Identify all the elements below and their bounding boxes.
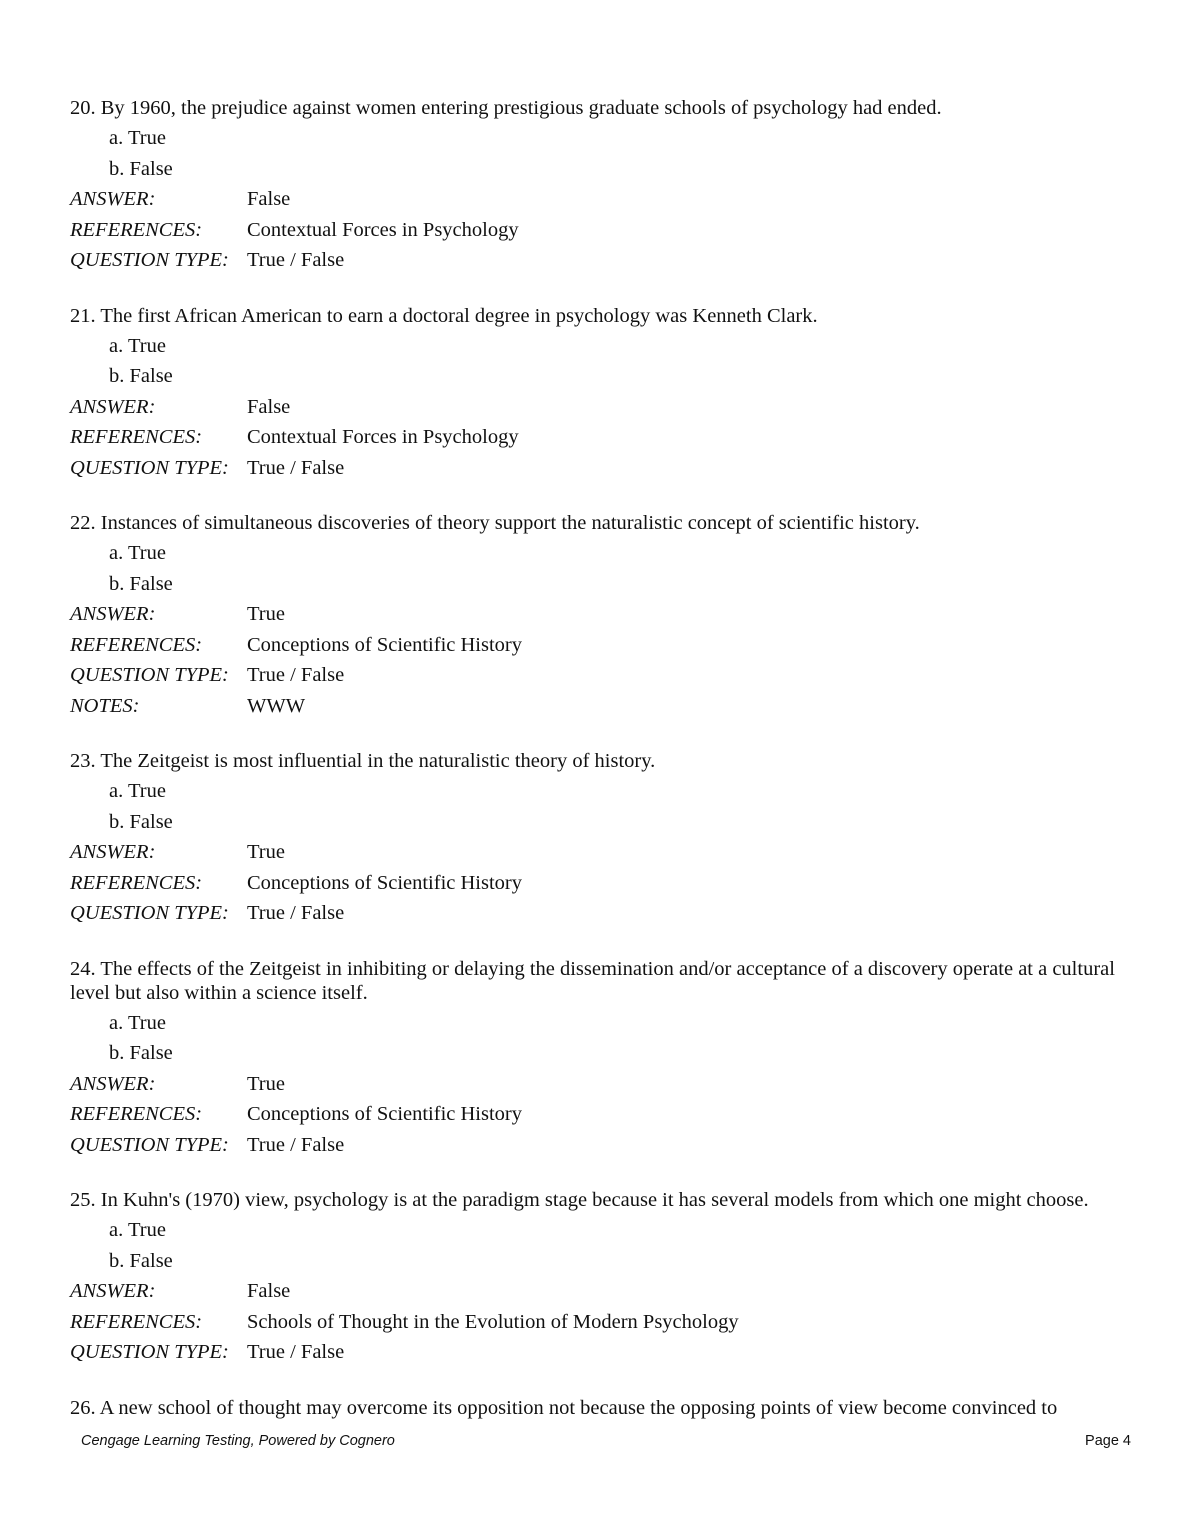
question-type-label: QUESTION TYPE: [70,902,229,924]
question-type-row [70,1130,1120,1161]
references-row [70,868,1120,899]
question-text: 21. The first African American to earn a doctoral degree in psychology was Kenneth Clark. [70,304,818,327]
answer-option: a. True [109,542,166,564]
references-label: REFERENCES: [70,871,203,894]
question-block [70,749,1120,929]
question-type-value: True / False [247,664,345,686]
references-value: Conceptions of Scientific History [247,1103,522,1125]
question-type-label: QUESTION TYPE: [70,1133,229,1156]
question-type-value: True / False [247,456,345,479]
answer-option: b. False [109,810,173,833]
question-type-label: QUESTION TYPE: [70,1341,229,1363]
question-text: 24. The effects of the Zeitgeist in inhibiting or delaying the dissemination and/or acceptance of a discovery operate at a cultural level but also within a science itself. [70,957,1115,1004]
references-row [70,1099,1120,1130]
references-row [70,215,1120,246]
question-type-label: QUESTION TYPE: [70,249,229,271]
answer-label: ANSWER: [70,1280,156,1302]
question-text: 25. In Kuhn's (1970) view, psychology is at the paradigm stage because it has several models from which one might choose. [70,1189,1089,1211]
answer-row [70,392,1120,423]
question-type-label: QUESTION TYPE: [70,456,229,479]
question-type-label: QUESTION TYPE: [70,664,229,686]
answer-label: ANSWER: [70,188,156,210]
question-type-row [70,1337,1120,1368]
answer-row [70,599,1120,630]
answer-option: a. True [109,334,166,357]
notes-label: NOTES: [70,694,140,717]
question-block [70,1396,1120,1420]
references-row [70,1307,1120,1338]
page-number: Page 4 [1085,1433,1131,1449]
answer-row [70,184,1120,215]
answer-option: b. False [109,157,173,180]
question-text: 23. The Zeitgeist is most influential in the naturalistic theory of history. [70,750,656,772]
question-type-row [70,453,1120,484]
references-value: Contextual Forces in Psychology [247,426,519,448]
question-block [70,511,1120,721]
references-value: Schools of Thought in the Evolution of Modern Psychology [247,1310,739,1333]
question-type-value: True / False [247,1341,345,1363]
answer-option: b. False [109,1249,173,1272]
question-type-value: True / False [247,249,345,271]
question-text: 26. A new school of thought may overcome its opposition not because the opposing points of view become convinced to [70,1396,1058,1419]
question-text: 22. Instances of simultaneous discoveries of theory support the naturalistic concept of scientific history. [70,512,920,534]
references-label: REFERENCES: [70,1310,203,1333]
answer-option: b. False [109,1042,173,1064]
question-list [70,96,1120,1448]
answer-value: False [247,1280,291,1302]
question-type-row [70,660,1120,691]
answer-option: b. False [109,572,173,595]
question-block [70,96,1120,276]
question-block [70,957,1120,1161]
answer-row [70,1069,1120,1100]
references-label: REFERENCES: [70,633,203,656]
question-type-value: True / False [247,902,345,924]
question-type-value: True / False [247,1133,345,1156]
references-value: Conceptions of Scientific History [247,633,522,656]
references-row [70,422,1120,453]
answer-value: False [247,395,291,418]
answer-option: b. False [109,365,173,387]
answer-row [70,1276,1120,1307]
question-block [70,1188,1120,1368]
answer-value: True [247,1072,285,1095]
references-label: REFERENCES: [70,426,203,448]
answer-option: a. True [109,127,166,149]
references-value: Contextual Forces in Psychology [247,218,519,241]
references-value: Conceptions of Scientific History [247,871,522,894]
references-label: REFERENCES: [70,1103,203,1125]
answer-label: ANSWER: [70,603,156,625]
answer-label: ANSWER: [70,395,156,418]
question-block [70,304,1120,484]
answer-option: a. True [109,1219,166,1241]
answer-option: a. True [109,780,166,802]
answer-value: True [247,603,285,625]
page-footer [81,1433,1131,1449]
answer-label: ANSWER: [70,841,156,863]
question-type-row [70,898,1120,929]
answer-row [70,837,1120,868]
answer-option: a. True [109,1011,166,1034]
answer-label: ANSWER: [70,1072,156,1095]
answer-value: True [247,841,285,863]
notes-value: WWW [247,694,306,717]
notes-row [70,691,1120,722]
question-type-row [70,245,1120,276]
references-row [70,630,1120,661]
footer-credit: Cengage Learning Testing, Powered by Cognero [81,1433,395,1449]
answer-value: False [247,188,291,210]
question-text: 20. By 1960, the prejudice against women entering prestigious graduate schools of psychology had ended. [70,97,942,119]
references-label: REFERENCES: [70,218,203,241]
